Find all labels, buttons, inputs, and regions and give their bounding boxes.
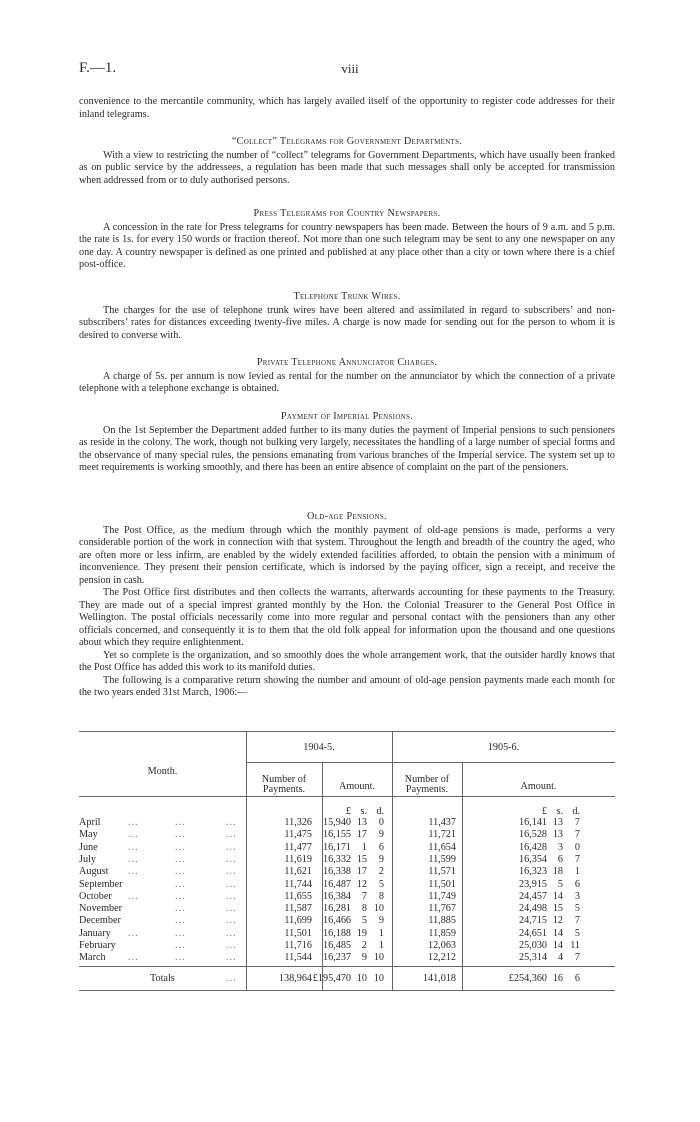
month-label: November [79,903,122,915]
amount-1904-5-pounds: 16,237 [322,952,351,964]
payments-1905-6: 11,885 [428,915,456,927]
amount-1905-6-pence: 7 [574,915,580,927]
amount-1905-6-pounds: 16,428 [518,841,547,853]
paragraph: With a view to restricting the number of “collect” telegrams for Government Departments, which have usually been franked as on public service by the addressees, a regulation has been made that such messages shall only be accepted for transmission when addressed from or to duly authorised persons. [79,149,615,186]
amount-1905-6-pence: 7 [574,817,580,828]
amount-1904-5-pounds: 16,384 [322,890,351,902]
amount-1905-6-pounds: 24,457 [518,890,547,902]
amount-1904-5-pence: 9 [378,853,384,865]
amount-1904-5-pence: 0 [378,817,384,828]
amount-1905-6-pence: 6 [574,878,580,890]
amount-1905-6-shillings: 14 [552,927,563,939]
amount-1904-5-pence: 1 [378,927,384,939]
payments-1905-6: 11,654 [428,841,456,853]
amount-1905-6-pounds: 24,715 [518,915,547,927]
payments-1905-6: 11,501 [428,878,456,890]
section-heading: Private Telephone Annunciator Charges. [256,357,438,368]
number-of-payments-header: Number of Payments. [261,774,307,795]
month-label: July [79,853,96,865]
paragraph: A charge of 5s. per annum is now levied as rental for the number on the annunciator by which the connection of a private telephone with a telephone exchange is obtained. [79,370,615,394]
month-label: December [79,915,121,927]
amount-1904-5-pence: 5 [378,878,384,890]
paragraph: convenience to the mercantile community, which has largely availed itself of the opportunity to register code addresses for their inland telegrams. [79,96,615,120]
payments-1904-5: 11,655 [284,890,312,902]
leader-dots: ... [175,940,186,951]
total-payments-1905-6: 141,018 [422,973,456,984]
payments-1904-5: 11,544 [284,952,312,964]
amount-1904-5-pounds: 16,171 [322,841,351,853]
amount-1905-6-pounds: 25,314 [518,952,547,964]
month-label: February [79,940,116,951]
amount-1905-6-pence: 5 [574,903,580,915]
paragraph: Yet so complete is the organization, and so smoothly does the whole arrangement work, that the outsider hardly knows that the Post Office has added this work to its manifold duties. [79,649,615,673]
leader-dots: ... [175,952,186,964]
amount-1904-5-pounds: 16,332 [322,853,351,865]
amount-1904-5-pounds: 16,338 [322,866,351,878]
leader-dots: ... [226,940,237,951]
leader-dots: ... [128,853,139,865]
amount-1905-6-shillings: 5 [557,878,563,890]
payments-1905-6: 11,767 [428,903,456,915]
amount-1905-6-shillings: 13 [552,817,563,828]
paragraph: The charges for the use of telephone trunk wires have been altered and assimilated in regard to subscribers’ and non-subscribers’ rates for distances exceeding twenty-five miles. A charge is now made for sending out for the person to whom it is desired to converse with. [79,304,615,341]
payments-1904-5: 11,501 [284,927,312,939]
leader-dots: ... [226,866,237,878]
table-rule [462,762,463,990]
section-heading: Telephone Trunk Wires. [293,291,401,302]
amount-1904-5-shillings: 17 [356,866,367,878]
total-amount-1904-5-pounds: £195,470 [312,973,351,984]
payments-1905-6: 12,212 [427,952,456,964]
month-label: September [79,878,123,890]
pound-unit: £ [345,806,351,817]
amount-1905-6-pence: 0 [574,841,580,853]
table-rule [79,990,615,991]
month-label: August [79,866,109,878]
amount-1904-5-shillings: 19 [356,927,367,939]
leader-dots: ... [226,890,237,902]
year-header-1904-5: 1904-5. [303,742,335,753]
amount-1904-5-shillings: 7 [361,890,367,902]
amount-1904-5-pounds: 16,466 [322,915,351,927]
amount-1904-5-shillings: 15 [356,853,367,865]
section [79,208,615,272]
leader-dots: ... [226,973,237,984]
amount-1904-5-pounds: 16,155 [322,829,351,841]
month-label: April [79,817,101,828]
amount-1904-5-pence: 8 [378,890,384,902]
section [79,291,615,342]
payments-1904-5: 11,326 [284,817,312,828]
amount-1905-6-pence: 7 [574,853,580,865]
section-heading: Payment of Imperial Pensions. [280,411,414,422]
payments-1904-5: 11,477 [284,841,312,853]
leader-dots: ... [128,866,139,878]
amount-1904-5-pounds: 16,281 [322,903,351,915]
amount-1904-5-pounds: 16,188 [322,927,351,939]
payments-1905-6: 12,063 [427,940,456,951]
amount-1905-6-pounds: 24,498 [518,903,547,915]
payments-1905-6: 11,721 [428,829,456,841]
payments-1904-5: 11,475 [284,829,312,841]
amount-1905-6-shillings: 14 [552,940,563,951]
leader-dots: ... [175,890,186,902]
amount-1905-6-pounds: 16,528 [518,829,547,841]
leader-dots: ... [175,841,186,853]
amount-1905-6-shillings: 12 [552,915,563,927]
paragraph: The following is a comparative return showing the number and amount of old-age pension payments made each month for the two years ended 31st March, 1906:— [79,674,615,698]
amount-1904-5-pounds: 16,487 [322,878,351,890]
payments-1904-5: 11,587 [284,903,312,915]
number-of-payments-header: Number of Payments. [404,774,450,795]
section [79,136,615,187]
payments-1905-6: 11,571 [428,866,456,878]
leader-dots: ... [128,927,139,939]
leader-dots: ... [175,853,186,865]
amount-1905-6-pence: 7 [574,952,580,964]
amount-1904-5-pence: 2 [378,866,384,878]
payments-1905-6: 11,749 [428,890,456,902]
amount-1905-6-pence: 5 [574,927,580,939]
amount-1904-5-pounds: 16,485 [322,940,351,951]
pound-unit: £ [541,806,547,817]
leader-dots: ... [175,878,186,890]
amount-1905-6-pounds: 25,030 [518,940,547,951]
amount-1904-5-shillings: 5 [361,915,367,927]
amount-1905-6-pounds: 16,141 [518,817,547,828]
section [79,96,615,121]
amount-1904-5-shillings: 2 [361,940,367,951]
amount-1904-5-pence: 9 [378,915,384,927]
section-heading: Press Telegrams for Country Newspapers. [253,208,441,219]
amount-1904-5-pence: 10 [373,903,384,915]
amount-1905-6-pence: 7 [574,829,580,841]
amount-1905-6-shillings: 18 [552,866,563,878]
payments-1904-5: 11,716 [284,940,312,951]
section [79,511,615,700]
amount-1905-6-pounds: 16,323 [518,866,547,878]
month-label: May [79,829,98,841]
amount-1905-6-pounds: 16,354 [518,853,547,865]
amount-1904-5-shillings: 1 [361,841,367,853]
amount-header: Amount. [520,781,557,792]
amount-1905-6-pence: 3 [574,890,580,902]
paragraph: On the 1st September the Department added further to its many duties the payment of Imperial pensions to such pensioners as reside in the colony. The work, though not bulking very largely, necessitates the handling of a large number of special forms and the observance of many special rules, the pensions emanating from various branches of the Imperial service. The system set up to meet requirements is working smoothly, and there has been an entire absence of complaint on the part of the pensioners. [79,424,615,473]
section-heading: Old-age Pensions. [307,511,387,522]
month-label: June [79,841,98,853]
total-amount-1905-6-pounds: £254,360 [508,973,547,984]
leader-dots: ... [226,915,237,927]
leader-dots: ... [226,927,237,939]
year-header-1905-6: 1905-6. [487,742,520,753]
payments-1905-6: 11,437 [428,817,456,828]
leader-dots: ... [175,903,186,915]
payments-1904-5: 11,621 [284,866,312,878]
leader-dots: ... [175,829,186,841]
leader-dots: ... [226,829,237,841]
amount-1904-5-shillings: 13 [356,817,367,828]
amount-1904-5-shillings: 12 [356,878,367,890]
amount-1905-6-shillings: 13 [552,829,563,841]
shilling-unit: s. [556,806,563,817]
section [79,357,615,396]
amount-1905-6-shillings: 3 [557,841,563,853]
totals-label: Totals [150,973,175,984]
leader-dots: ... [175,915,186,927]
amount-1904-5-shillings: 8 [361,903,367,915]
table-rule [79,796,615,797]
leader-dots: ... [175,927,186,939]
amount-1905-6-shillings: 4 [557,952,563,964]
total-amount-1904-5-shillings: 10 [356,973,367,984]
amount-1905-6-pence: 1 [574,866,580,878]
amount-header: Amount. [339,781,375,792]
total-amount-1904-5-pence: 10 [373,973,384,984]
payments-1905-6: 11,599 [428,853,456,865]
page-number: viii [341,61,359,76]
amount-1905-6-pounds: 24,651 [518,927,547,939]
month-header: Month. [147,766,178,777]
amount-1904-5-shillings: 17 [356,829,367,841]
amount-1905-6-pence: 11 [570,940,580,951]
leader-dots: ... [175,817,186,828]
amount-1905-6-shillings: 15 [552,903,563,915]
table-rule [79,966,615,967]
leader-dots: ... [226,878,237,890]
total-amount-1905-6-shillings: 16 [552,973,563,984]
payments-1904-5: 11,744 [284,878,312,890]
amount-1905-6-pounds: 23,915 [518,878,547,890]
shilling-unit: s. [360,806,367,817]
amount-1904-5-shillings: 9 [361,952,367,964]
leader-dots: ... [226,841,237,853]
payments-1904-5: 11,699 [284,915,312,927]
amount-1904-5-pence: 10 [373,952,384,964]
month-label: October [79,890,112,902]
amount-1904-5-pounds: 15,940 [322,817,351,828]
payments-1904-5: 11,619 [284,853,312,865]
section-heading: “Collect” Telegrams for Government Departments. [231,136,463,147]
pence-unit: d. [376,806,384,817]
section [79,411,615,475]
payments-1905-6: 11,859 [428,927,456,939]
amount-1905-6-shillings: 14 [552,890,563,902]
leader-dots: ... [128,890,139,902]
total-payments-1904-5: 138,964 [278,973,312,984]
document-reference: F.—1. [79,60,117,76]
paragraph: A concession in the rate for Press telegrams for country newspapers has been made. Between the hours of 9 a.m. and 5 p.m. the rate is 1s. for every 150 words or fraction thereof. Not more than one such telegram may be sent to any one newspaper on any one day. A country newspaper is defined as one printed and published at any place other than a city or town where there is a chief post-office. [79,221,615,270]
amount-1904-5-pence: 1 [378,940,384,951]
month-label: March [79,952,106,964]
paragraph: The Post Office first distributes and then collects the warrants, afterwards accounting for these payments to the Treasury. They are made out of a special imprest granted monthly by the Hon. the Colonial Treasurer to the General Post Office in Wellington. The postal officials necessarily come into more regular and personal contact with the pensioners than any other officials concerned, and consequently it is to them that the old folk appeal for information upon the thousand and one questions about which they require enlightenment. [79,587,615,648]
leader-dots: ... [128,829,139,841]
amount-1904-5-pence: 6 [378,841,384,853]
total-amount-1905-6-pence: 6 [574,973,580,984]
leader-dots: ... [128,952,139,964]
pence-unit: d. [572,806,580,817]
leader-dots: ... [226,952,237,964]
table-rule [79,731,615,732]
month-label: January [79,927,111,939]
table-rule [246,762,615,763]
amount-1904-5-pence: 9 [378,829,384,841]
leader-dots: ... [128,841,139,853]
amount-1905-6-shillings: 6 [557,853,563,865]
leader-dots: ... [226,903,237,915]
leader-dots: ... [128,817,139,828]
paragraph: The Post Office, as the medium through which the monthly payment of old-age pensions is made, performs a very considerable portion of the work in connection with that system. Throughout the length and breadth of the country the aged, who are often more or less infirm, are enabled by the widely extended facilities afforded, to obtain the pension with a minimum of inconvenience. They present their pension certificate, which is indorsed by the paying officer, sign a receipt, and receive the pension in cash. [79,524,615,586]
leader-dots: ... [175,866,186,878]
leader-dots: ... [226,817,237,828]
leader-dots: ... [226,853,237,865]
